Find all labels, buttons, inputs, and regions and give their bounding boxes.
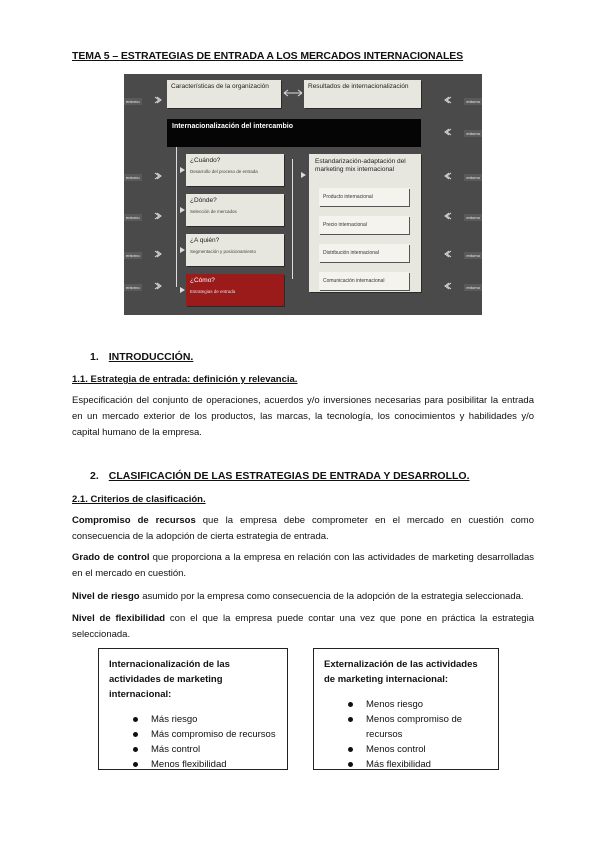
question-title: ¿A quién? <box>190 237 220 244</box>
environment-label: entorno <box>466 175 480 180</box>
environment-label: entorno <box>126 175 140 180</box>
question-title: ¿Cuándo? <box>190 157 221 164</box>
chevron-right-icon <box>154 282 162 290</box>
criterion-term: Compromiso de recursos <box>72 515 196 526</box>
environment-label: entorno <box>126 99 140 104</box>
arrow-right-icon <box>301 172 306 178</box>
section-heading <box>90 470 469 482</box>
environment-label: entorno <box>126 215 140 220</box>
subsection-heading: 1.1. Estrategia de entrada: definición y relevancia. <box>72 374 298 385</box>
environment-label: entorno <box>126 253 140 258</box>
question-title: ¿Dónde? <box>190 197 217 204</box>
environment-label: entorno <box>466 131 480 136</box>
chevron-left-icon <box>444 282 452 290</box>
internationalization-results-box <box>304 80 421 108</box>
box-title: Resultados de internacionalización <box>308 83 409 90</box>
section-title: CLASIFICACIÓN DE LAS ESTRATEGIAS DE ENTRADA Y DESARROLLO. <box>108 470 470 482</box>
criterion-paragraph <box>72 513 534 545</box>
question-box-where <box>186 194 284 226</box>
criterion-text: que proporciona a la empresa en relación con las actividades de marketing desarrolladas en el mercado en cuestión. <box>72 552 534 579</box>
question-subtitle: Desarrollo del proceso de entrada <box>190 168 258 174</box>
chevron-left-icon <box>444 128 452 136</box>
bullet-list <box>324 697 488 772</box>
chevron-right-icon <box>154 96 162 104</box>
bullet-list <box>109 712 277 772</box>
chevron-left-icon <box>444 172 452 180</box>
chevron-right-icon <box>154 212 162 220</box>
box-heading: Externalización de las actividades de marketing internacional: <box>324 659 478 685</box>
marketing-mix-item: Precio internacional <box>319 216 409 234</box>
chevron-left-icon <box>444 250 452 258</box>
question-subtitle: Segmentación y posicionamiento <box>190 248 257 254</box>
organization-characteristics-box <box>167 80 281 108</box>
arrow-right-icon <box>180 247 185 253</box>
chevron-right-icon <box>154 250 162 258</box>
chevron-right-icon <box>154 172 162 180</box>
marketing-mix-item: Producto internacional <box>319 188 409 206</box>
criterion-paragraph <box>72 611 534 643</box>
list-item: Más control <box>139 742 277 757</box>
list-item: Menos control <box>354 742 488 757</box>
question-box-how <box>186 274 284 306</box>
connector-line <box>292 159 293 279</box>
criterion-paragraph <box>72 550 534 582</box>
document-title: TEMA 5 – ESTRATEGIAS DE ENTRADA A LOS MERCADOS INTERNACIONALES <box>72 50 464 62</box>
box-heading: Internacionalización de las actividades de marketing internacional: <box>109 659 230 700</box>
marketing-mix-item: Comunicación internacional <box>319 272 409 290</box>
criterion-paragraph <box>72 589 534 605</box>
section-title: INTRODUCCIÓN. <box>108 351 194 363</box>
strategy-diagram <box>124 74 482 315</box>
list-item: Más riesgo <box>139 712 277 727</box>
box-title: Características de la organización <box>171 83 269 90</box>
question-title: ¿Cómo? <box>190 277 215 284</box>
criterion-text: que la empresa debe comprometer en el mercado en cuestión como consecuencia de la adopción de cierta estrategia de entrada. <box>72 515 534 542</box>
internalization-box <box>98 648 288 770</box>
criterion-text: con el que la empresa puede contar una vez que pone en práctica la estrategia seleccionada. <box>72 613 534 640</box>
criterion-term: Nivel de flexibilidad <box>72 613 166 624</box>
connector-line <box>176 147 177 287</box>
box-title: Estandarización-adaptación del marketing mix internacional <box>315 158 406 173</box>
arrow-right-icon <box>180 207 185 213</box>
arrow-right-icon <box>180 167 185 173</box>
question-box-whom <box>186 234 284 266</box>
chevron-left-icon <box>444 212 452 220</box>
subsection-heading: 2.1. Criterios de clasificación. <box>72 494 206 505</box>
double-arrow-icon <box>282 89 304 97</box>
section-heading <box>90 351 193 363</box>
environment-label: entorno <box>126 285 140 290</box>
list-item: Más compromiso de recursos <box>139 727 277 742</box>
arrow-right-icon <box>180 287 185 293</box>
section-number: 1. <box>90 351 99 363</box>
list-item: Más flexibilidad <box>354 757 488 772</box>
environment-label: entorno <box>466 253 480 258</box>
question-subtitle: Selección de mercados <box>190 208 237 214</box>
list-item: Menos compromiso de recursos <box>354 712 488 742</box>
list-item: Menos riesgo <box>354 697 488 712</box>
section-number: 2. <box>90 470 99 482</box>
internationalization-bar: Internacionalización del intercambio <box>167 119 421 147</box>
marketing-mix-item: Distribución internacional <box>319 244 409 262</box>
list-item: Menos flexibilidad <box>139 757 277 772</box>
environment-label: entorno <box>466 285 480 290</box>
environment-label: entorno <box>466 215 480 220</box>
externalization-box <box>313 648 499 770</box>
environment-label: entorno <box>466 99 480 104</box>
criterion-term: Grado de control <box>72 552 150 563</box>
criterion-text: asumido por la empresa como consecuencia de la adopción de la estrategia seleccionada. <box>139 591 524 602</box>
question-subtitle: Estrategias de entrada <box>190 288 236 294</box>
chevron-left-icon <box>444 96 452 104</box>
question-box-when <box>186 154 284 186</box>
definition-paragraph: Especificación del conjunto de operaciones, acuerdos y/o inversiones necesarias para posibilitar la entrada en un mercado exterior de los productos, las marcas, la tecnología, los conocimientos y habilidades y/o capital humano de la empresa. <box>72 395 534 438</box>
criterion-term: Nivel de riesgo <box>72 591 140 602</box>
